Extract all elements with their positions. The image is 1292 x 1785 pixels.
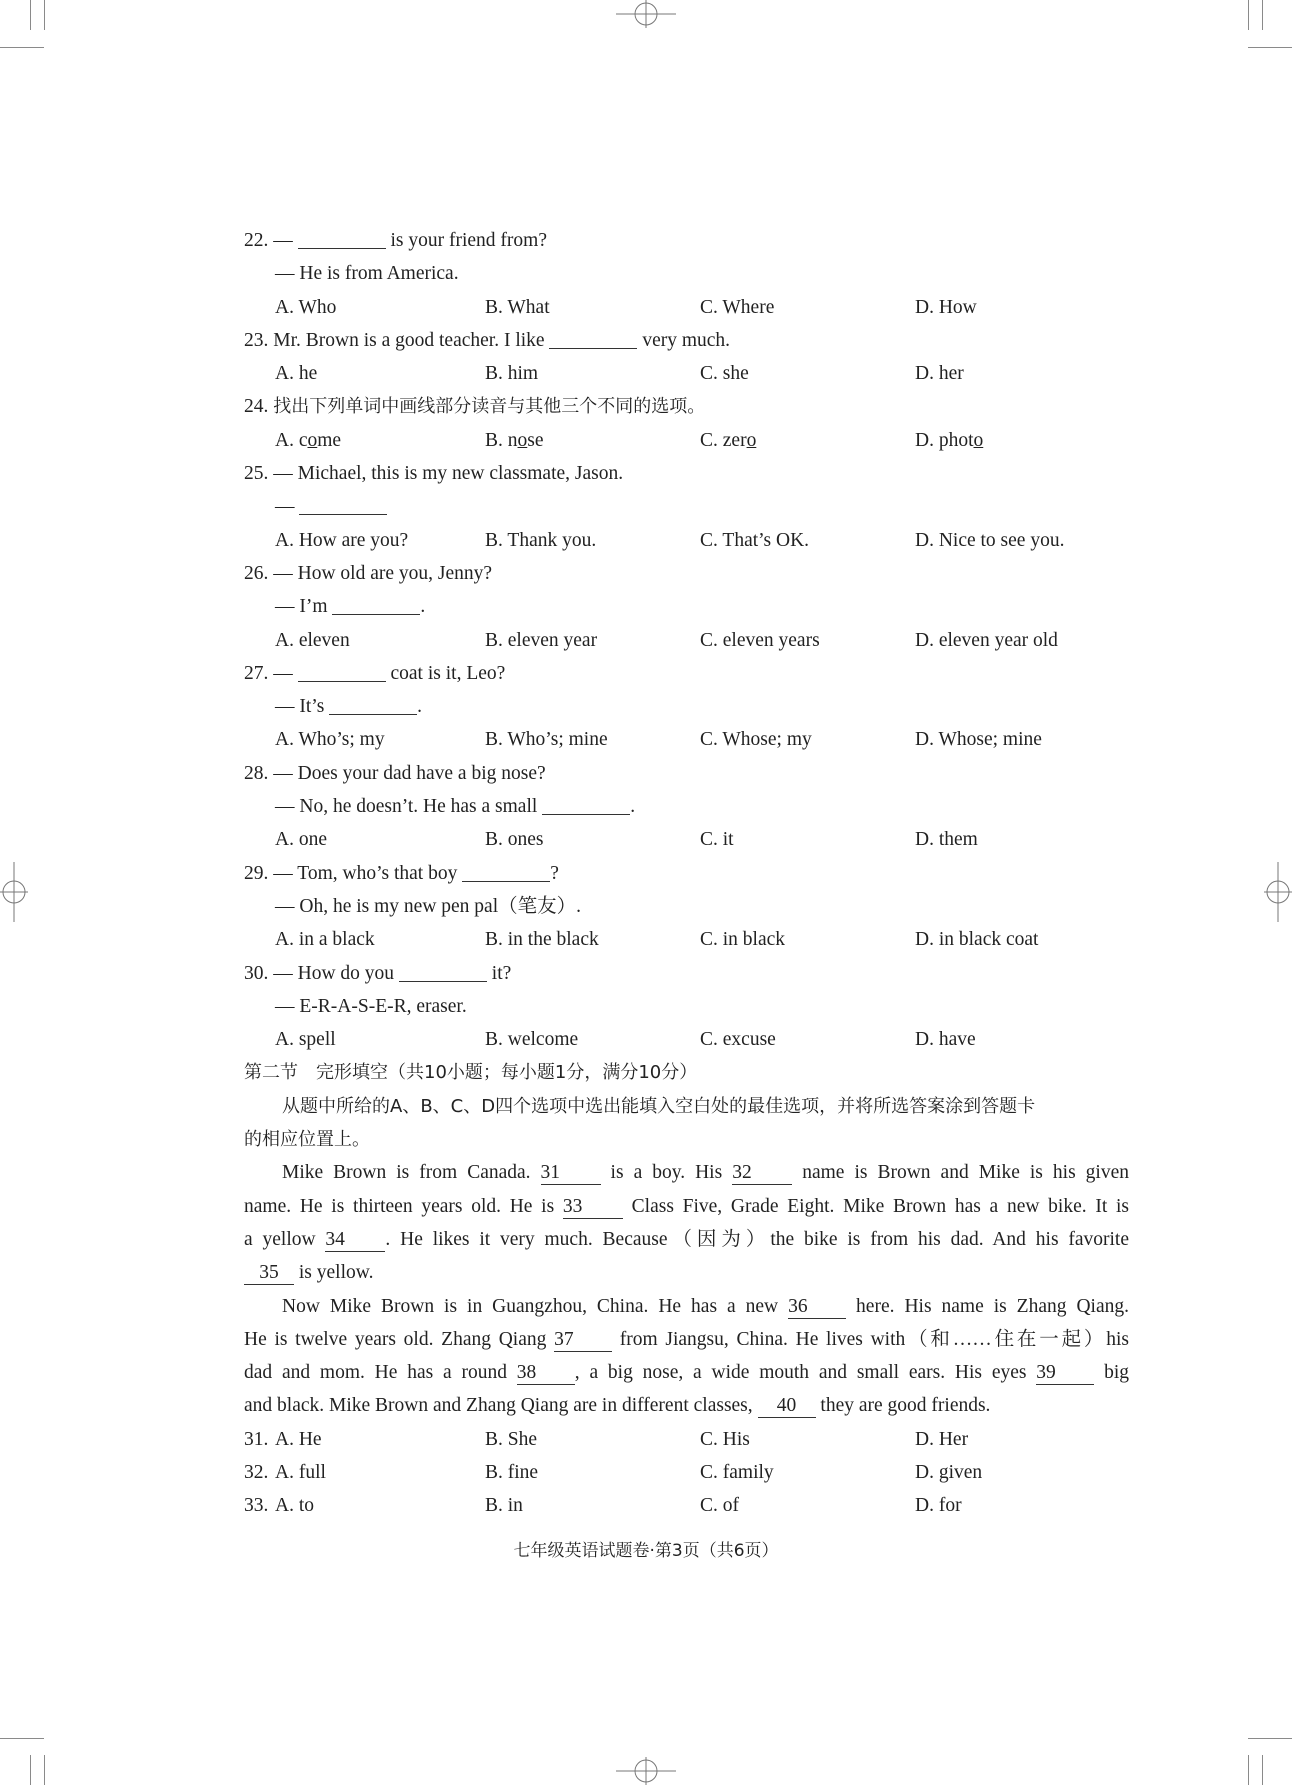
passage-text: Mike Brown is from Canada.: [282, 1162, 541, 1184]
question-number: 30.: [244, 962, 274, 984]
answer-blank: [298, 226, 386, 249]
question-number: 24.: [244, 396, 269, 418]
option-row: [244, 524, 1129, 557]
option: B. She: [485, 1428, 538, 1450]
question-number: 33.: [244, 1495, 269, 1517]
option: C. family: [700, 1461, 774, 1483]
question-number: 29.: [244, 862, 274, 884]
answer-blank: [399, 959, 487, 982]
question-text: is your friend from?: [385, 230, 547, 251]
option: [915, 424, 983, 457]
question-line: [244, 790, 1129, 823]
question-number: 27.: [244, 662, 274, 684]
question-line: [244, 757, 1129, 790]
question-line: [244, 490, 1129, 523]
passage-text: , a big nose, a wide mouth and small ears. His eyes: [574, 1362, 1037, 1384]
crop-mark: [44, 1755, 45, 1785]
crop-mark: [0, 1738, 44, 1739]
option-text: C. zer: [700, 429, 747, 451]
option-row: [244, 1023, 1129, 1056]
option: C. excuse: [700, 1029, 776, 1051]
question-text: it?: [486, 962, 512, 984]
page-footer: 七年级英语试题卷·第3页（共6页）: [513, 1541, 779, 1561]
passage-line: [244, 1190, 1129, 1223]
underlined-letter: o: [746, 429, 757, 451]
question-text: — It’s: [275, 696, 330, 718]
option-text: D. phot: [915, 429, 974, 451]
option: A. one: [275, 829, 327, 851]
question-number: 32.: [244, 1461, 269, 1483]
option: A. spell: [275, 1029, 336, 1051]
option: A. Who’s; my: [275, 729, 385, 751]
crop-mark: [1248, 0, 1249, 30]
option: A. How are you?: [275, 529, 409, 551]
question-line: [244, 257, 1129, 290]
question-number: 25.: [244, 463, 274, 485]
section-instruction: 从题中所给的A、B、C、D四个选项中选出能填入空白处的最佳选项，并将所选答案涂到答题卡: [282, 1095, 1036, 1117]
question-24: [244, 390, 1129, 457]
option-text: me: [317, 429, 342, 451]
exam-content: [244, 224, 1129, 1523]
cloze-blank: 35: [244, 1262, 294, 1285]
option-row: [244, 1456, 1129, 1489]
crop-mark: [0, 47, 44, 48]
section-title: 第二节 完形填空（共10小题；每小题1分，满分10分）: [244, 1062, 698, 1084]
option: D. them: [915, 829, 978, 851]
question-text: —: [273, 230, 298, 251]
question-text: .: [417, 696, 423, 718]
question-text: .: [630, 796, 636, 818]
passage-text: they are good friends.: [815, 1395, 991, 1417]
passage-line: [244, 1290, 1129, 1323]
option: D. her: [915, 363, 964, 385]
option-row: [244, 357, 1129, 390]
option: B. ones: [485, 829, 544, 851]
option: C. in black: [700, 929, 786, 951]
passage-text: a yellow: [244, 1228, 326, 1250]
option: C. His: [700, 1428, 750, 1450]
question-text: — Michael, this is my new classmate, Jason.: [273, 463, 624, 485]
passage-line: [244, 1323, 1129, 1356]
option: D. have: [915, 1029, 976, 1051]
passage-text: Now Mike Brown is in Guangzhou, China. He has a new: [282, 1295, 789, 1317]
option: A. He: [275, 1428, 322, 1450]
question-line: [244, 990, 1129, 1023]
questions-25-30: [244, 457, 1129, 1056]
option: [275, 424, 341, 457]
option-row: [244, 823, 1129, 856]
answer-blank: [542, 792, 630, 815]
underlined-letter: o: [307, 429, 318, 451]
question-line: [244, 857, 1129, 890]
question-number: 31.: [244, 1428, 269, 1450]
question-text: — I’m: [275, 596, 333, 618]
crop-mark: [1248, 1738, 1292, 1739]
cloze-passage: [244, 1156, 1129, 1422]
question-number: 26.: [244, 562, 274, 584]
cloze-options: [244, 1423, 1129, 1523]
question-text: Mr. Brown is a good teacher. I like: [273, 329, 550, 351]
passage-text: Class Five, Grade Eight. Mike Brown has a new bike. It is: [622, 1195, 1129, 1217]
passage-line: [244, 1256, 1129, 1289]
question-text: very much.: [637, 329, 731, 351]
option: B. welcome: [485, 1029, 579, 1051]
question-line: [244, 690, 1129, 723]
question-text: .: [420, 596, 426, 618]
option-row: [244, 1423, 1129, 1456]
cloze-blank: 33: [563, 1196, 623, 1219]
passage-text: from Jiangsu, China. He lives with（和……住在一起）his: [612, 1328, 1129, 1350]
cloze-blank: 37: [554, 1329, 612, 1352]
answer-blank: [549, 326, 637, 349]
question-line: [244, 657, 1129, 690]
option-text: A. c: [275, 429, 308, 451]
option: B. Thank you.: [485, 529, 597, 551]
question-text: coat is it, Leo?: [385, 662, 506, 684]
question-text: —: [275, 496, 300, 518]
cloze-blank: 31: [541, 1162, 601, 1185]
crop-mark: [1248, 1755, 1249, 1785]
passage-text: is yellow.: [294, 1262, 374, 1284]
section-instruction: 的相应位置上。: [244, 1129, 370, 1151]
answer-blank: [298, 659, 386, 682]
question-line: [244, 957, 1129, 990]
option: B. Who’s; mine: [485, 729, 608, 751]
option-row: [244, 624, 1129, 657]
option: B. in: [485, 1495, 523, 1517]
option: A. Who: [275, 296, 337, 318]
question-text: — How do you: [273, 962, 399, 984]
answer-blank: [462, 859, 550, 882]
option: C. eleven years: [700, 629, 820, 651]
answer-blank: [332, 592, 420, 615]
option: C. That’s OK.: [700, 529, 810, 551]
option: D. for: [915, 1495, 962, 1517]
cloze-blank: 39: [1036, 1362, 1094, 1385]
passage-text: He is twelve years old. Zhang Qiang: [244, 1328, 555, 1350]
cloze-blank: 34: [325, 1229, 385, 1252]
passage-line: [244, 1356, 1129, 1389]
option: D. How: [915, 296, 977, 318]
option: C. of: [700, 1495, 739, 1517]
crop-mark: [1248, 47, 1292, 48]
crop-mark: [44, 0, 45, 30]
option: C. Whose; my: [700, 729, 812, 751]
registration-mark-bottom: [616, 1755, 676, 1785]
underlined-letter: o: [517, 429, 528, 451]
option: D. Nice to see you.: [915, 529, 1065, 551]
option: A. full: [275, 1461, 326, 1483]
option: B. What: [485, 296, 550, 318]
passage-text: and black. Mike Brown and Zhang Qiang are in different classes,: [244, 1395, 758, 1417]
cloze-blank: 40: [758, 1395, 816, 1418]
question-line: [244, 590, 1129, 623]
crop-mark: [1262, 1755, 1263, 1785]
passage-text: here. His name is Zhang Qiang.: [846, 1295, 1129, 1317]
question-text: —: [273, 662, 298, 684]
answer-blank: [329, 692, 417, 715]
cloze-blank: 32: [732, 1162, 792, 1185]
option: A. eleven: [275, 629, 350, 651]
option-row: [244, 291, 1129, 324]
option: D. in black coat: [915, 929, 1039, 951]
answer-blank: [299, 492, 387, 515]
option-row: [244, 923, 1129, 956]
passage-text: name is Brown and Mike is his given: [792, 1162, 1129, 1184]
question-line: [244, 890, 1129, 923]
option: D. eleven year old: [915, 629, 1058, 651]
crop-mark: [30, 0, 31, 30]
option-row: [244, 424, 1129, 457]
option: A. in a black: [275, 929, 375, 951]
question-line: [244, 557, 1129, 590]
question-line: [244, 324, 1129, 357]
passage-text: big: [1094, 1362, 1130, 1384]
option: D. Her: [915, 1428, 969, 1450]
cloze-blank: 36: [788, 1296, 846, 1319]
question-number: 22.: [244, 230, 274, 251]
registration-mark-top: [616, 0, 676, 30]
option-row: [244, 723, 1129, 756]
option: D. given: [915, 1461, 983, 1483]
cloze-blank: 38: [517, 1362, 575, 1385]
option: C. she: [700, 363, 749, 385]
option-text: se: [527, 429, 544, 451]
question-text: — Tom, who’s that boy: [273, 862, 463, 884]
option: [700, 424, 756, 457]
question-text: — How old are you, Jenny?: [273, 562, 493, 584]
question-text: — He is from America.: [275, 263, 459, 285]
question-text: — Does your dad have a big nose?: [273, 762, 546, 784]
passage-text: is a boy. His: [600, 1162, 733, 1184]
passage-text: name. He is thirteen years old. He is: [244, 1195, 563, 1217]
option: B. eleven year: [485, 629, 598, 651]
passage-text: . He likes it very much. Because（因为）the bike is from his dad. And his favorite: [385, 1228, 1129, 1250]
option: C. it: [700, 829, 734, 851]
question-text: ?: [550, 862, 559, 884]
questions-22-23: [244, 224, 1129, 390]
question-text: — Oh, he is my new pen pal（笔友）.: [275, 895, 582, 917]
option: B. fine: [485, 1461, 539, 1483]
passage-line: [244, 1156, 1129, 1189]
crop-mark: [1262, 0, 1263, 30]
question-number: 28.: [244, 762, 274, 784]
crop-mark: [30, 1755, 31, 1785]
option-row: [244, 1489, 1129, 1522]
question-stem: 找出下列单词中画线部分读音与其他三个不同的选项。: [273, 396, 706, 418]
option: [485, 424, 544, 457]
question-text: — No, he doesn’t. He has a small: [275, 796, 543, 818]
question-number: 23.: [244, 329, 274, 351]
question-line: [244, 224, 1129, 257]
option: D. Whose; mine: [915, 729, 1042, 751]
passage-text: dad and mom. He has a round: [244, 1362, 517, 1384]
underlined-letter: o: [973, 429, 984, 451]
question-text: — E-R-A-S-E-R, eraser.: [275, 995, 467, 1017]
passage-line: [244, 1389, 1129, 1422]
question-line: [244, 457, 1129, 490]
option: B. in the black: [485, 929, 599, 951]
option: A. to: [275, 1495, 314, 1517]
registration-mark-left: [0, 862, 30, 922]
option: A. he: [275, 363, 318, 385]
option: C. Where: [700, 296, 775, 318]
registration-mark-right: [1262, 862, 1292, 922]
option: B. him: [485, 363, 539, 385]
option-text: B. n: [485, 429, 518, 451]
passage-line: [244, 1223, 1129, 1256]
